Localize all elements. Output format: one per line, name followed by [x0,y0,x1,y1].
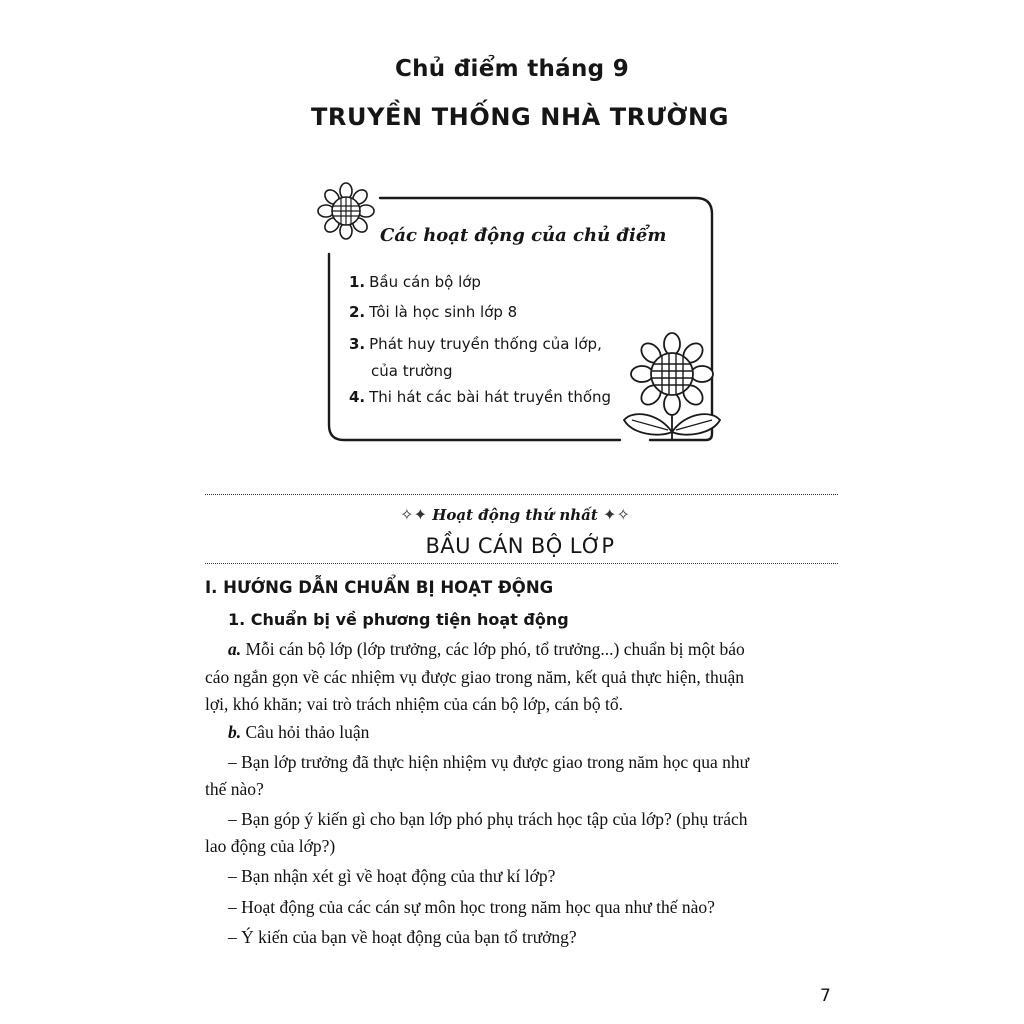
activity-item-text: Bầu cán bộ lớp [369,273,481,291]
sparkle-icon: ✧✦ [400,505,427,524]
question-1-line1: – Bạn lớp trưởng đã thực hiện nhiệm vụ được giao trong năm học qua như [228,752,750,772]
activity-list-item [349,334,602,354]
activities-box-heading: Các hoạt động của chủ điểm [380,225,667,246]
page-number: 7 [820,986,831,1006]
paragraph-a-text: Mỗi cán bộ lớp (lớp trưởng, các lớp phó, tổ trưởng...) chuẩn bị một báo [245,639,745,659]
paragraph-a-line1 [228,639,745,660]
page-title: TRUYỀN THỐNG NHÀ TRƯỜNG [310,103,730,131]
paragraph-a-line2: cáo ngắn gọn về các nhiệm vụ được giao trong năm, kết quả thực hiện, thuận [205,667,744,687]
activity-label-text: Hoạt động thứ nhất [432,506,598,524]
paragraph-b [228,722,369,743]
section-heading: I. HƯỚNG DẪN CHUẨN BỊ HOẠT ĐỘNG [205,578,554,597]
sunflower-large-icon [624,333,720,440]
activity-list-item [349,302,517,322]
activity-item-number: 4. [349,388,366,406]
activity-list-item [349,272,481,292]
question-1-line2: thế nào? [205,779,264,799]
divider-top [205,494,838,495]
question-2-line2: lao động của lớp?) [205,836,336,856]
activity-item-number: 3. [349,335,366,353]
theme-title: Chủ điểm tháng 9 [394,56,630,82]
activity-item-number: 1. [349,273,366,291]
subsection-heading: 1. Chuẩn bị về phương tiện hoạt động [228,610,569,629]
activity-item-number: 2. [349,303,366,321]
activity-item-text-continued: của trường [371,362,453,380]
sunflower-small-icon [318,183,374,239]
question-5: – Ý kiến của bạn về hoạt động của bạn tổ trưởng? [228,927,577,947]
activity-item-text: Phát huy truyền thống của lớp, [369,335,602,353]
question-2-line1: – Bạn góp ý kiến gì cho bạn lớp phó phụ trách học tập của lớp? (phụ trách [228,809,748,829]
question-3: – Bạn nhận xét gì về hoạt động của thư kí lớp? [228,866,556,886]
activity-item-text: Tôi là học sinh lớp 8 [369,303,518,321]
item-label-a: a. [228,639,242,659]
divider-bottom [205,563,838,564]
paragraph-b-text: Câu hỏi thảo luận [245,722,370,742]
sparkle-icon: ✦✧ [603,505,630,524]
paragraph-a-line3: lợi, khó khăn; vai trò trách nhiệm của cán bộ lớp, cán bộ tổ. [205,694,623,714]
activity-item-text: Thi hát các bài hát truyền thống [369,388,612,406]
question-4: – Hoạt động của các cán sự môn học trong năm học qua như thế nào? [228,897,715,917]
activity-label [0,505,1024,524]
activity-title: BẦU CÁN BỘ LỚP [425,534,615,558]
activity-list-item [349,387,611,407]
item-label-b: b. [228,722,242,742]
